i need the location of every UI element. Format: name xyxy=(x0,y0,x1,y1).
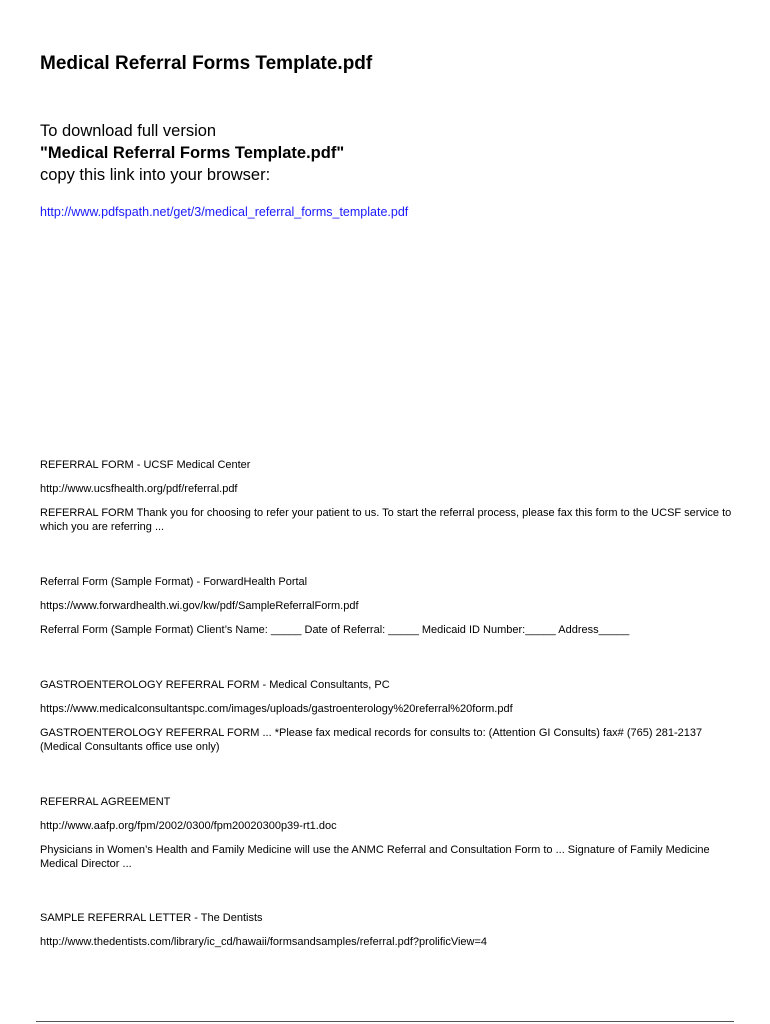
result-entry-5 xyxy=(40,911,740,949)
entry-title: REFERRAL AGREEMENT xyxy=(40,796,171,808)
entry-description: Physicians in Women’s Health and Family Medicine will use the ANMC Referral and Consultation Form to ... Signature of Family Medicine Medical Director ... xyxy=(40,844,710,870)
download-instructions xyxy=(40,120,344,186)
entry-url[interactable]: http://www.ucsfhealth.org/pdf/referral.pdf xyxy=(40,483,238,495)
entry-description: REFERRAL FORM Thank you for choosing to refer your patient to us. To start the referral process, please fax this form to the UCSF service to which you are referring ... xyxy=(40,507,732,533)
entry-description: Referral Form (Sample Format) Client’s Name: _____ Date of Referral: _____ Medicaid ID Number:_____ Address_____ xyxy=(40,624,630,636)
entry-description: GASTROENTEROLOGY REFERRAL FORM ... *Please fax medical records for consults to: (Attention GI Consults) fax# (765) 281-2137 (Medical Consultants office use only) xyxy=(40,727,703,753)
entry-title: GASTROENTEROLOGY REFERRAL FORM - Medical Consultants, PC xyxy=(40,679,390,691)
entry-title: REFERRAL FORM - UCSF Medical Center xyxy=(40,459,251,471)
download-filename: "Medical Referral Forms Template.pdf" xyxy=(40,144,345,162)
entry-title: SAMPLE REFERRAL LETTER - The Dentists xyxy=(40,912,263,924)
download-line-3: copy this link into your browser: xyxy=(40,166,271,184)
download-line-1: To download full version xyxy=(40,122,217,140)
result-entry-3 xyxy=(40,678,740,754)
download-link[interactable]: http://www.pdfspath.net/get/3/medical_referral_forms_template.pdf xyxy=(40,205,409,219)
result-entry-2 xyxy=(40,575,740,637)
entry-title: Referral Form (Sample Format) - ForwardHealth Portal xyxy=(40,576,308,588)
document-title: Medical Referral Forms Template.pdf xyxy=(40,53,373,74)
result-entry-1 xyxy=(40,458,740,534)
entry-url[interactable]: http://www.thedentists.com/library/ic_cd/hawaii/formsandsamples/referral.pdf?prolificView=4 xyxy=(40,936,488,948)
entry-url[interactable]: http://www.aafp.org/fpm/2002/0300/fpm20020300p39-rt1.doc xyxy=(40,820,337,832)
page-bottom-divider xyxy=(36,1021,734,1022)
entry-url[interactable]: https://www.forwardhealth.wi.gov/kw/pdf/SampleReferralForm.pdf xyxy=(40,600,359,612)
result-entry-4 xyxy=(40,795,740,871)
entry-url[interactable]: https://www.medicalconsultantspc.com/images/uploads/gastroenterology%20referral%20form.pdf xyxy=(40,703,513,715)
